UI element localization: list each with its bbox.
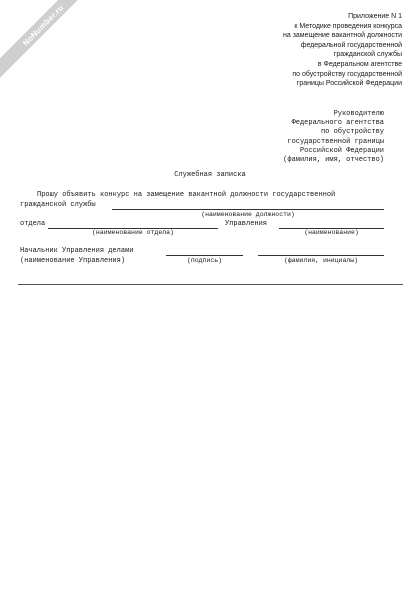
addressee-line: по обустройству — [320, 128, 384, 137]
appendix-line: по обустройству государственной — [292, 70, 402, 78]
directorate-name-hint: (наименование Управления) — [20, 257, 126, 265]
addressee-line: Российской Федерации — [299, 146, 384, 155]
appendix-line: в Федеральном агентстве — [317, 60, 402, 68]
position-hint: (наименование должности) — [201, 211, 295, 218]
watermark-text: NoNumber.ru — [20, 2, 66, 48]
directorate-label: Управления — [225, 220, 268, 228]
directorate-hint: (наименование) — [304, 229, 359, 236]
department-label: отдела — [20, 220, 46, 228]
appendix-line: на замещение вакантной должности — [283, 32, 402, 40]
signature-hint: (подпись) — [186, 257, 223, 264]
service-label: гражданской службы — [20, 201, 96, 209]
addressee-hint: (фамилия, имя, отчество) — [283, 156, 384, 165]
addressee-line: государственной границы — [287, 137, 384, 146]
name-field-line — [258, 255, 384, 256]
watermark-ribbon — [0, 0, 101, 83]
signature-field-line — [166, 255, 243, 256]
addressee-block — [164, 110, 384, 165]
request-text: Прошу объявить конкурс на замещение вакантной должности государственной — [37, 191, 336, 199]
appendix-line: Приложение N 1 — [348, 13, 402, 20]
appendix-line: границы Российской Федерации — [296, 80, 402, 88]
addressee-line: Руководителю — [333, 110, 384, 118]
name-hint: (фамилия, инициалы) — [283, 257, 359, 264]
bottom-divider — [18, 284, 403, 285]
department-hint: (наименование отдела) — [92, 229, 174, 236]
appendix-block — [162, 12, 402, 89]
memo-title: Служебная записка — [174, 171, 246, 179]
head-label: Начальник Управления делами — [20, 247, 134, 255]
appendix-line: к Методике проведения конкурса — [294, 22, 402, 30]
appendix-line: федеральной государственной — [300, 41, 402, 49]
appendix-line: гражданской службы — [333, 51, 402, 59]
position-field-line — [112, 209, 384, 210]
addressee-line: Федерального агентства — [291, 119, 384, 128]
